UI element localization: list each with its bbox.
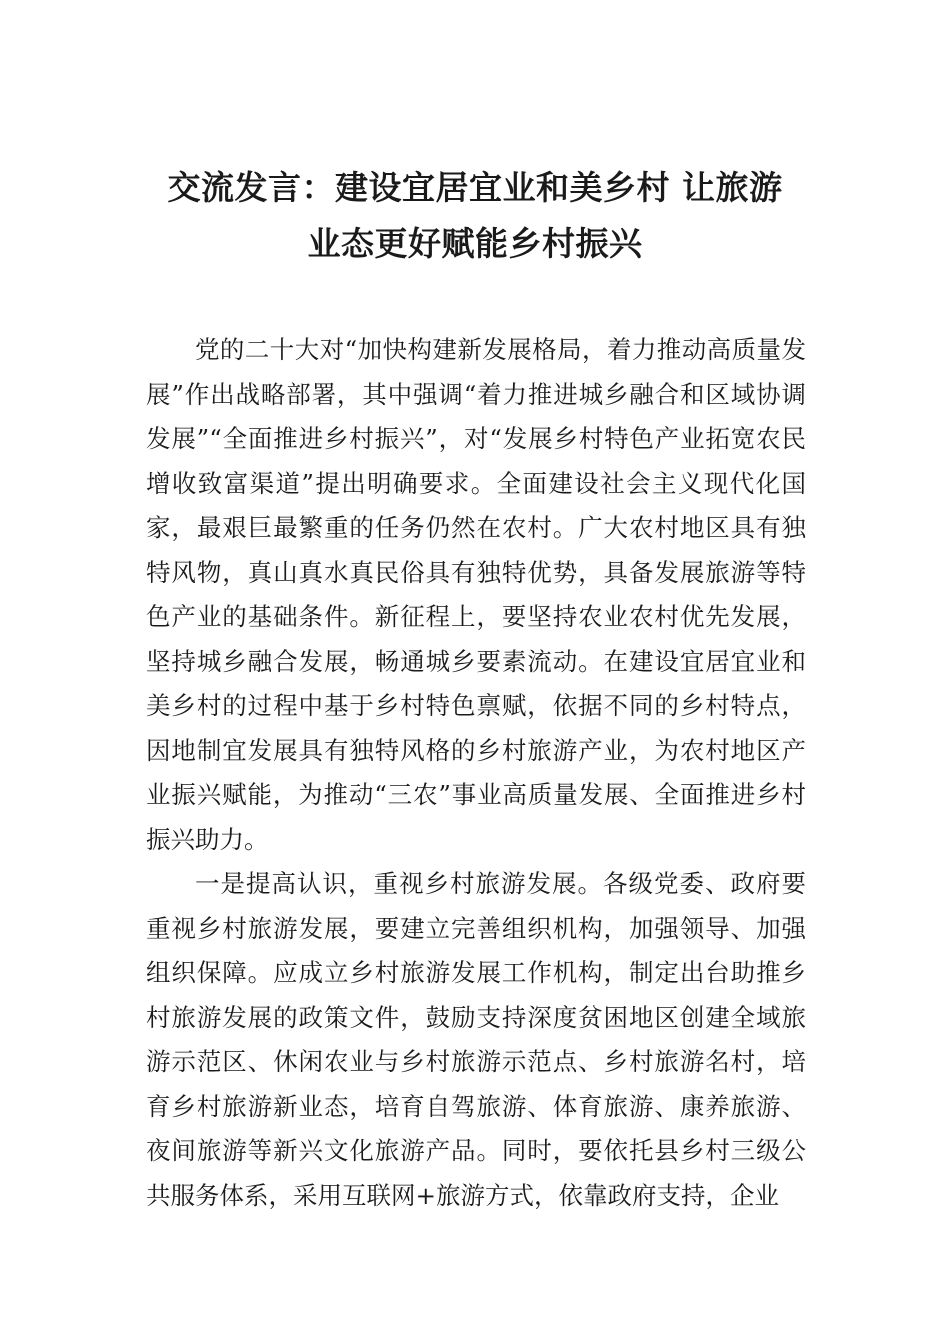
title-line-2: 业态更好赋能乡村振兴	[307, 224, 643, 263]
paragraph-intro: 党的二十大对“加快构建新发展格局，着力推动高质量发展”作出战略部署，其中强调“着力推进城乡融合和区域协调发展”“全面推进乡村振兴”，对“发展乡村特色产业拓宽农民增收致富渠道”提出明确要求。全面建设社会主义现代化国家，最艰巨最繁重的任务仍然在农村。广大农村地区具有独特风物，真山真水真民俗具有独特优势，具备发展旅游等特色产业的基础条件。新征程上，要坚持农业农村优先发展，坚持城乡融合发展，畅通城乡要素流动。在建设宜居宜业和美乡村的过程中基于乡村特色禀赋，依据不同的乡村特点，因地制宜发展具有独特风格的乡村旅游产业，为农村地区产业振兴赋能，为推动“三农”事业高质量发展、全面推进乡村振兴助力。	[146, 335, 806, 854]
document-body	[146, 328, 806, 1218]
paragraph-point-one: 一是提高认识，重视乡村旅游发展。各级党委、政府要重视乡村旅游发展，要建立完善组织机构，加强领导、加强组织保障。应成立乡村旅游发展工作机构，制定出台助推乡村旅游发展的政策文件，鼓励支持深度贫困地区创建全域旅游示范区、休闲农业与乡村旅游示范点、乡村旅游名村，培育乡村旅游新业态，培育自驾旅游、体育旅游、康养旅游、夜间旅游等新兴文化旅游产品。同时，要依托县乡村三级公共服务体系，采用互联网+旅游方式，依靠政府支持，企业	[146, 869, 806, 1210]
document-title	[120, 160, 830, 272]
title-line-1: 交流发言：建设宜居宜业和美乡村 让旅游	[167, 168, 783, 207]
